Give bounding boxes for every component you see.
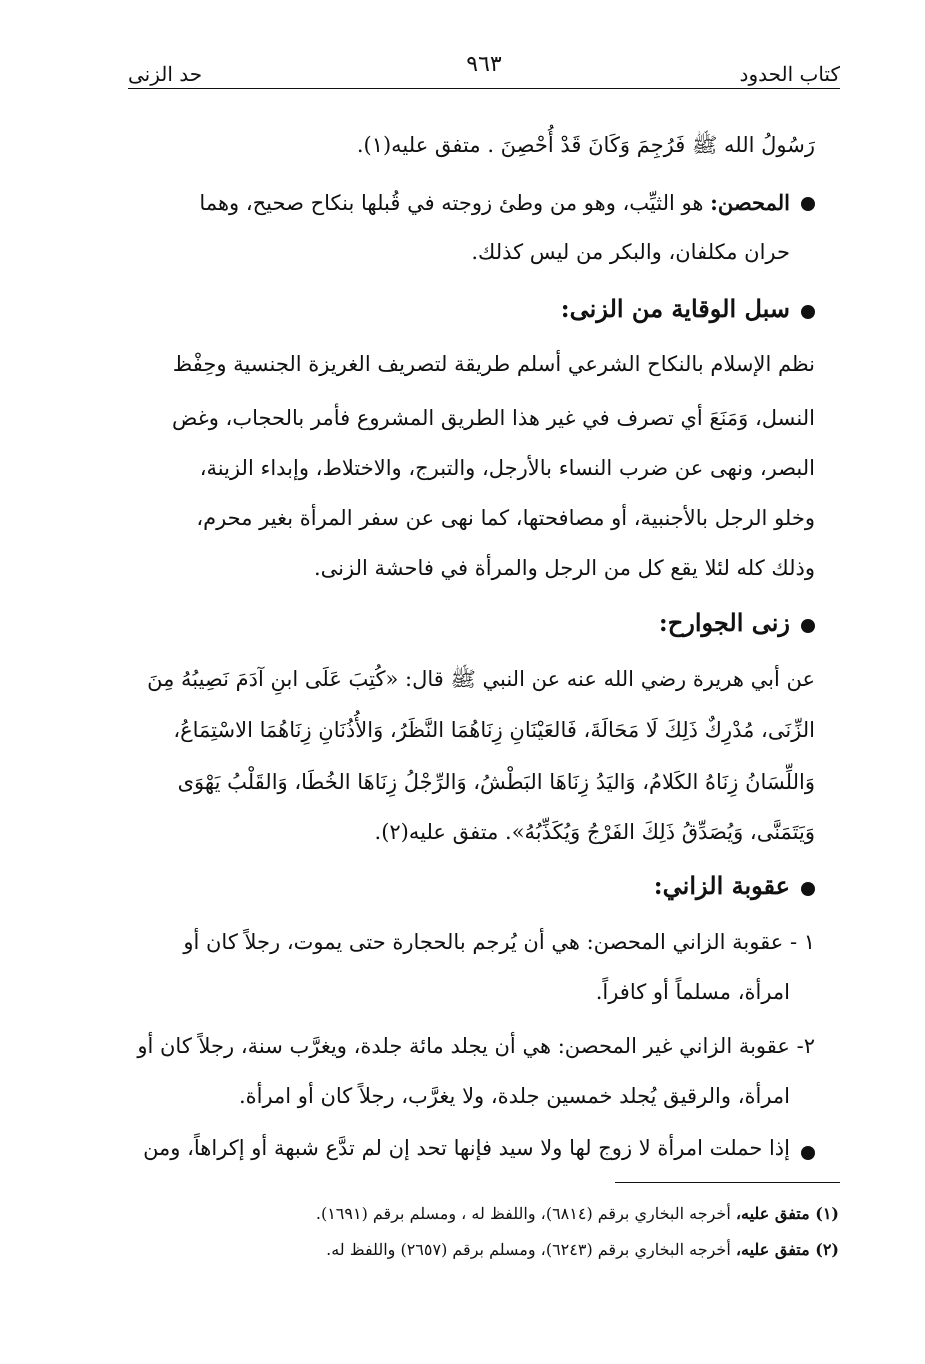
limbs-line-4: وَيَتَمَنَّى، وَيُصَدِّقُ ذَلِكَ الفَرْجُ وَيُكَذِّبُهُ». متفق عليه(٢). xyxy=(374,820,815,844)
punishment-item-1-line-2: امرأة، مسلماً أو كافراً. xyxy=(595,980,790,1004)
prevention-line-1: نظم الإسلام بالنكاح الشرعي أسلم طريقة لتصريف الغريزة الجنسية وحِفْظ xyxy=(172,352,815,376)
punishment-item-1-line-1: ١ - عقوبة الزاني المحصن: هي أن يُرجم بالحجارة حتى يموت، رجلاً كان أو xyxy=(183,930,815,954)
footnote-1-label: (١) متفق عليه، xyxy=(735,1204,839,1223)
muhsan-definition: هو الثيِّب، وهو من وطئ زوجته في قُبلها بنكاح صحيح، وهما xyxy=(199,191,704,215)
muhsan-line-1 xyxy=(125,190,790,215)
footnote-1-text: أخرجه البخاري برقم (٦٨١٤)، واللفظ له ، ومسلم برقم (١٦٩١). xyxy=(315,1204,731,1223)
bullet-icon xyxy=(801,882,815,896)
muhsan-line-2: حران مكلفان، والبكر من ليس كذلك. xyxy=(471,240,790,264)
bullet-icon xyxy=(801,305,815,319)
limbs-line-1: عن أبي هريرة رضي الله عنه عن النبي ﷺ قال: «كُتِبَ عَلَى ابنِ آدَمَ نَصِيبُهُ مِنَ xyxy=(147,667,815,691)
prevention-line-4: وخلو الرجل بالأجنبية، أو مصافحتها، كما نهى عن سفر المرأة بغير محرم، xyxy=(196,506,815,530)
hadith-end-line: رَسُولُ الله ﷺ فَرُجِمَ وَكَانَ قَدْ أُحْصِنَ . متفق عليه(١). xyxy=(356,133,815,157)
footnote-2-label: (٢) متفق عليه، xyxy=(735,1240,839,1259)
muhsan-term: المحصن: xyxy=(710,190,790,215)
prevention-heading: سبل الوقاية من الزنى: xyxy=(560,294,790,323)
header-divider xyxy=(128,88,840,89)
punishment-item-2-line-1: ٢- عقوبة الزاني غير المحصن: هي أن يجلد مائة جلدة، ويغرَّب سنة، رجلاً كان أو xyxy=(137,1034,815,1058)
limbs-line-2: الزِّنَى، مُدْرِكٌ ذَلِكَ لَا مَحَالَةَ، فَالعَيْنَانِ زِنَاهُمَا النَّظَرُ، وَالأُذُنَانِ زِنَاهُمَا الاسْتِمَاعُ، xyxy=(173,718,815,742)
punishment-item-2-line-2: امرأة، والرقيق يُجلد خمسين جلدة، ولا يغرَّب، رجلاً كان أو امرأة. xyxy=(238,1084,790,1108)
bullet-icon xyxy=(801,197,815,211)
section-title: حد الزنى xyxy=(128,62,203,86)
limbs-heading: زنى الجوارح: xyxy=(658,608,790,637)
footnote-1 xyxy=(139,1204,839,1223)
book-title: كتاب الحدود xyxy=(739,62,840,86)
limbs-line-3: وَاللِّسَانُ زِنَاهُ الكَلامُ، وَاليَدُ زِنَاهَا البَطْشُ، وَالرِّجْلُ زِنَاهَا الخُطَا، وَالقَلْبُ يَهْوَى xyxy=(177,770,815,794)
pregnancy-line: إذا حملت امرأة لا زوج لها ولا سيد فإنها تحد إن لم تدَّع شبهة أو إكراهاً، ومن xyxy=(143,1136,790,1160)
footnote-divider xyxy=(615,1182,840,1183)
prevention-line-3: البصر، ونهى عن ضرب النساء بالأرجل، والتبرج، والاختلاط، وإبداء الزينة، xyxy=(199,456,815,480)
footnote-2 xyxy=(139,1240,839,1259)
page-number: ٩٦٣ xyxy=(466,52,502,77)
prevention-line-2: النسل، وَمَنَعَ أي تصرف في غير هذا الطريق المشروع فأمر بالحجاب، وغض xyxy=(172,406,815,430)
bullet-icon xyxy=(801,619,815,633)
running-header xyxy=(128,52,840,86)
footnote-2-text: أخرجه البخاري برقم (٦٢٤٣)، ومسلم برقم (٢٦٥٧) واللفظ له. xyxy=(326,1240,731,1259)
punishment-heading: عقوبة الزاني: xyxy=(653,871,790,900)
prevention-line-5: وذلك كله لئلا يقع كل من الرجل والمرأة في فاحشة الزنى. xyxy=(313,556,815,580)
bullet-icon xyxy=(801,1146,815,1160)
